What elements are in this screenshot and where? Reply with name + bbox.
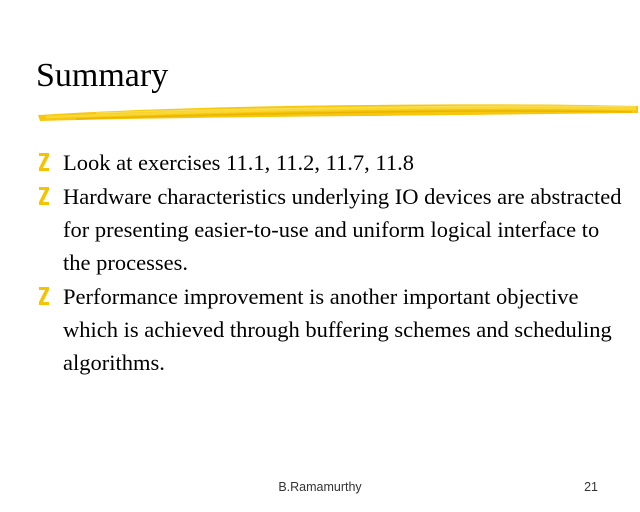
bullet-item — [36, 280, 626, 379]
bullet-item — [36, 146, 626, 179]
bullet-text: Performance improvement is another important objective which is achieved through buffering schemes and scheduling algorithms. — [63, 284, 612, 375]
title-brush-underline — [36, 96, 640, 126]
yellow-z-bullet-icon — [39, 153, 49, 171]
yellow-z-bullet-icon — [39, 187, 49, 205]
bullet-text: Look at exercises 11.1, 11.2, 11.7, 11.8 — [63, 150, 414, 175]
footer-author: B.Ramamurthy — [278, 480, 362, 494]
bullet-item — [36, 180, 626, 279]
bullet-text: Hardware characteristics underlying IO devices are abstracted for presenting easier-to-use and uniform logical interface to the processes. — [63, 184, 622, 275]
slide-title: Summary — [36, 57, 169, 94]
page-number: 21 — [584, 480, 598, 494]
yellow-z-bullet-icon — [39, 287, 49, 305]
bullet-list — [36, 146, 626, 380]
